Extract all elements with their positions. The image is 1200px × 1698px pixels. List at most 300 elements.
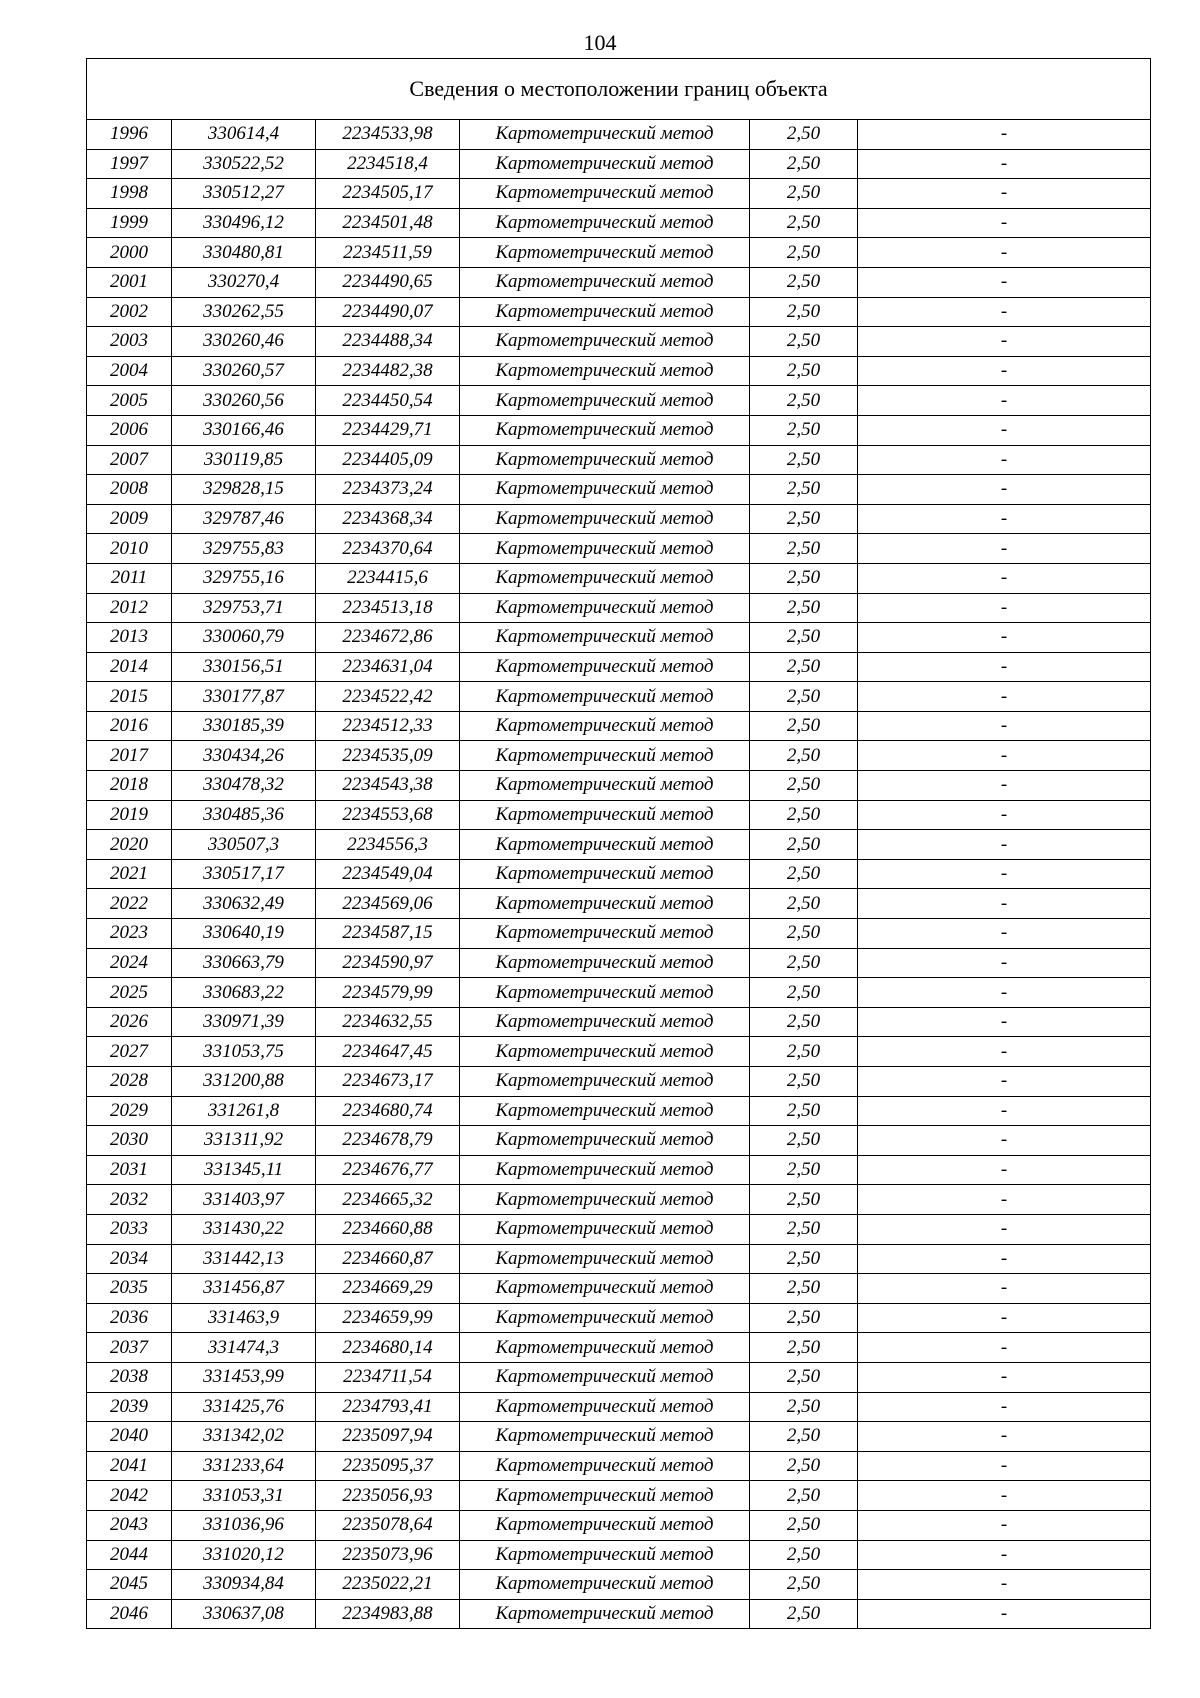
y-coordinate-cell: 2235078,64 [316,1510,460,1540]
accuracy-cell: 2,50 [750,919,858,949]
table-row [87,1333,1151,1363]
accuracy-cell: 2,50 [750,1067,858,1097]
description-cell: - [858,1451,1151,1481]
point-number-cell: 2020 [87,830,172,860]
point-number-cell: 2006 [87,415,172,445]
method-cell: Картометрический метод [460,1007,750,1037]
x-coordinate-cell: 330262,55 [172,297,316,327]
accuracy-cell: 2,50 [750,682,858,712]
y-coordinate-cell: 2234665,32 [316,1185,460,1215]
x-coordinate-cell: 331345,11 [172,1155,316,1185]
y-coordinate-cell: 2234373,24 [316,475,460,505]
accuracy-cell: 2,50 [750,859,858,889]
point-number-cell: 2045 [87,1570,172,1600]
accuracy-cell: 2,50 [750,800,858,830]
x-coordinate-cell: 330517,17 [172,859,316,889]
x-coordinate-cell: 330507,3 [172,830,316,860]
accuracy-cell: 2,50 [750,1333,858,1363]
table-row [87,238,1151,268]
accuracy-cell: 2,50 [750,1540,858,1570]
y-coordinate-cell: 2234518,4 [316,149,460,179]
y-coordinate-cell: 2234569,06 [316,889,460,919]
table-row [87,1599,1151,1629]
y-coordinate-cell: 2234543,38 [316,771,460,801]
method-cell: Картометрический метод [460,120,750,150]
method-cell: Картометрический метод [460,741,750,771]
method-cell: Картометрический метод [460,1214,750,1244]
point-number-cell: 2019 [87,800,172,830]
table-row [87,1185,1151,1215]
y-coordinate-cell: 2234488,34 [316,327,460,357]
x-coordinate-cell: 331020,12 [172,1540,316,1570]
description-cell: - [858,1244,1151,1274]
method-cell: Картометрический метод [460,1422,750,1452]
table-row [87,534,1151,564]
accuracy-cell: 2,50 [750,1185,858,1215]
accuracy-cell: 2,50 [750,534,858,564]
x-coordinate-cell: 330185,39 [172,711,316,741]
method-cell: Картометрический метод [460,711,750,741]
x-coordinate-cell: 331233,64 [172,1451,316,1481]
point-number-cell: 2035 [87,1274,172,1304]
point-number-cell: 2039 [87,1392,172,1422]
x-coordinate-cell: 330434,26 [172,741,316,771]
description-cell: - [858,238,1151,268]
method-cell: Картометрический метод [460,563,750,593]
point-number-cell: 2016 [87,711,172,741]
accuracy-cell: 2,50 [750,1274,858,1304]
method-cell: Картометрический метод [460,1274,750,1304]
accuracy-cell: 2,50 [750,1126,858,1156]
point-number-cell: 2041 [87,1451,172,1481]
x-coordinate-cell: 330166,46 [172,415,316,445]
method-cell: Картометрический метод [460,1599,750,1629]
x-coordinate-cell: 330260,56 [172,386,316,416]
method-cell: Картометрический метод [460,771,750,801]
point-number-cell: 2029 [87,1096,172,1126]
x-coordinate-cell: 330522,52 [172,149,316,179]
x-coordinate-cell: 330614,4 [172,120,316,150]
y-coordinate-cell: 2234793,41 [316,1392,460,1422]
description-cell: - [858,563,1151,593]
table-row [87,711,1151,741]
y-coordinate-cell: 2234587,15 [316,919,460,949]
description-cell: - [858,1422,1151,1452]
x-coordinate-cell: 331463,9 [172,1303,316,1333]
method-cell: Картометрический метод [460,652,750,682]
table-row [87,889,1151,919]
point-number-cell: 1997 [87,149,172,179]
x-coordinate-cell: 331425,76 [172,1392,316,1422]
x-coordinate-cell: 331261,8 [172,1096,316,1126]
x-coordinate-cell: 330177,87 [172,682,316,712]
point-number-cell: 2038 [87,1362,172,1392]
accuracy-cell: 2,50 [750,356,858,386]
table-row [87,1481,1151,1511]
y-coordinate-cell: 2234415,6 [316,563,460,593]
x-coordinate-cell: 329755,16 [172,563,316,593]
accuracy-cell: 2,50 [750,267,858,297]
y-coordinate-cell: 2235095,37 [316,1451,460,1481]
x-coordinate-cell: 330637,08 [172,1599,316,1629]
method-cell: Картометрический метод [460,297,750,327]
accuracy-cell: 2,50 [750,208,858,238]
description-cell: - [858,534,1151,564]
table-row [87,415,1151,445]
point-number-cell: 2015 [87,682,172,712]
point-number-cell: 2032 [87,1185,172,1215]
x-coordinate-cell: 331430,22 [172,1214,316,1244]
method-cell: Картометрический метод [460,1096,750,1126]
description-cell: - [858,208,1151,238]
description-cell: - [858,652,1151,682]
accuracy-cell: 2,50 [750,504,858,534]
description-cell: - [858,297,1151,327]
point-number-cell: 2033 [87,1214,172,1244]
x-coordinate-cell: 329753,71 [172,593,316,623]
y-coordinate-cell: 2234659,99 [316,1303,460,1333]
description-cell: - [858,149,1151,179]
description-cell: - [858,1067,1151,1097]
table-row [87,1362,1151,1392]
method-cell: Картометрический метод [460,859,750,889]
table-row [87,771,1151,801]
table-row [87,149,1151,179]
point-number-cell: 1998 [87,179,172,209]
point-number-cell: 2004 [87,356,172,386]
method-cell: Картометрический метод [460,179,750,209]
accuracy-cell: 2,50 [750,1155,858,1185]
method-cell: Картометрический метод [460,1540,750,1570]
point-number-cell: 2042 [87,1481,172,1511]
x-coordinate-cell: 329787,46 [172,504,316,534]
description-cell: - [858,741,1151,771]
description-cell: - [858,889,1151,919]
method-cell: Картометрический метод [460,504,750,534]
method-cell: Картометрический метод [460,534,750,564]
table-row [87,327,1151,357]
y-coordinate-cell: 2234632,55 [316,1007,460,1037]
description-cell: - [858,1185,1151,1215]
x-coordinate-cell: 330663,79 [172,948,316,978]
accuracy-cell: 2,50 [750,1244,858,1274]
y-coordinate-cell: 2234678,79 [316,1126,460,1156]
method-cell: Картометрический метод [460,1067,750,1097]
description-cell: - [858,327,1151,357]
accuracy-cell: 2,50 [750,386,858,416]
y-coordinate-cell: 2234590,97 [316,948,460,978]
accuracy-cell: 2,50 [750,593,858,623]
description-cell: - [858,1155,1151,1185]
method-cell: Картометрический метод [460,948,750,978]
accuracy-cell: 2,50 [750,1510,858,1540]
method-cell: Картометрический метод [460,1185,750,1215]
y-coordinate-cell: 2234522,42 [316,682,460,712]
table-row [87,504,1151,534]
method-cell: Картометрический метод [460,1303,750,1333]
table-row [87,208,1151,238]
x-coordinate-cell: 330156,51 [172,652,316,682]
point-number-cell: 2011 [87,563,172,593]
accuracy-cell: 2,50 [750,1599,858,1629]
y-coordinate-cell: 2234533,98 [316,120,460,150]
method-cell: Картометрический метод [460,978,750,1008]
x-coordinate-cell: 330270,4 [172,267,316,297]
x-coordinate-cell: 330485,36 [172,800,316,830]
method-cell: Картометрический метод [460,682,750,712]
accuracy-cell: 2,50 [750,1214,858,1244]
point-number-cell: 2017 [87,741,172,771]
method-cell: Картометрический метод [460,445,750,475]
description-cell: - [858,948,1151,978]
accuracy-cell: 2,50 [750,652,858,682]
accuracy-cell: 2,50 [750,623,858,653]
accuracy-cell: 2,50 [750,415,858,445]
description-cell: - [858,978,1151,1008]
table-row [87,1392,1151,1422]
accuracy-cell: 2,50 [750,238,858,268]
y-coordinate-cell: 2234535,09 [316,741,460,771]
table-row [87,1096,1151,1126]
table-row [87,445,1151,475]
description-cell: - [858,386,1151,416]
description-cell: - [858,919,1151,949]
method-cell: Картометрический метод [460,1451,750,1481]
accuracy-cell: 2,50 [750,179,858,209]
method-cell: Картометрический метод [460,208,750,238]
description-cell: - [858,1303,1151,1333]
description-cell: - [858,267,1151,297]
y-coordinate-cell: 2234513,18 [316,593,460,623]
point-number-cell: 1996 [87,120,172,150]
x-coordinate-cell: 329755,83 [172,534,316,564]
point-number-cell: 2009 [87,504,172,534]
point-number-cell: 1999 [87,208,172,238]
point-number-cell: 2040 [87,1422,172,1452]
y-coordinate-cell: 2234556,3 [316,830,460,860]
x-coordinate-cell: 330480,81 [172,238,316,268]
point-number-cell: 2001 [87,267,172,297]
description-cell: - [858,445,1151,475]
point-number-cell: 2008 [87,475,172,505]
method-cell: Картометрический метод [460,623,750,653]
table-row [87,386,1151,416]
y-coordinate-cell: 2234490,07 [316,297,460,327]
description-cell: - [858,593,1151,623]
point-number-cell: 2025 [87,978,172,1008]
y-coordinate-cell: 2234370,64 [316,534,460,564]
y-coordinate-cell: 2234711,54 [316,1362,460,1392]
x-coordinate-cell: 331036,96 [172,1510,316,1540]
accuracy-cell: 2,50 [750,1303,858,1333]
point-number-cell: 2030 [87,1126,172,1156]
method-cell: Картометрический метод [460,267,750,297]
y-coordinate-cell: 2234429,71 [316,415,460,445]
description-cell: - [858,1510,1151,1540]
x-coordinate-cell: 330478,32 [172,771,316,801]
point-number-cell: 2007 [87,445,172,475]
y-coordinate-cell: 2234501,48 [316,208,460,238]
y-coordinate-cell: 2234450,54 [316,386,460,416]
accuracy-cell: 2,50 [750,1362,858,1392]
accuracy-cell: 2,50 [750,563,858,593]
table-row [87,919,1151,949]
accuracy-cell: 2,50 [750,1570,858,1600]
y-coordinate-cell: 2235022,21 [316,1570,460,1600]
table-row [87,1540,1151,1570]
point-number-cell: 2003 [87,327,172,357]
table-row [87,1007,1151,1037]
table-row [87,741,1151,771]
point-number-cell: 2026 [87,1007,172,1037]
point-number-cell: 2044 [87,1540,172,1570]
description-cell: - [858,415,1151,445]
x-coordinate-cell: 330260,57 [172,356,316,386]
table-row [87,356,1151,386]
method-cell: Картометрический метод [460,356,750,386]
y-coordinate-cell: 2235097,94 [316,1422,460,1452]
y-coordinate-cell: 2234680,14 [316,1333,460,1363]
x-coordinate-cell: 330934,84 [172,1570,316,1600]
method-cell: Картометрический метод [460,415,750,445]
y-coordinate-cell: 2235056,93 [316,1481,460,1511]
description-cell: - [858,1392,1151,1422]
table-row [87,948,1151,978]
table-row [87,563,1151,593]
accuracy-cell: 2,50 [750,475,858,505]
method-cell: Картометрический метод [460,889,750,919]
method-cell: Картометрический метод [460,1362,750,1392]
x-coordinate-cell: 330632,49 [172,889,316,919]
y-coordinate-cell: 2234647,45 [316,1037,460,1067]
table-row [87,593,1151,623]
x-coordinate-cell: 331200,88 [172,1067,316,1097]
method-cell: Картометрический метод [460,800,750,830]
description-cell: - [858,800,1151,830]
y-coordinate-cell: 2234505,17 [316,179,460,209]
description-cell: - [858,1362,1151,1392]
point-number-cell: 2046 [87,1599,172,1629]
description-cell: - [858,1540,1151,1570]
x-coordinate-cell: 330060,79 [172,623,316,653]
description-cell: - [858,1333,1151,1363]
y-coordinate-cell: 2234549,04 [316,859,460,889]
table-row [87,623,1151,653]
accuracy-cell: 2,50 [750,771,858,801]
point-number-cell: 2036 [87,1303,172,1333]
y-coordinate-cell: 2234490,65 [316,267,460,297]
y-coordinate-cell: 2234511,59 [316,238,460,268]
x-coordinate-cell: 330683,22 [172,978,316,1008]
y-coordinate-cell: 2234669,29 [316,1274,460,1304]
x-coordinate-cell: 331053,75 [172,1037,316,1067]
y-coordinate-cell: 2234512,33 [316,711,460,741]
x-coordinate-cell: 331342,02 [172,1422,316,1452]
point-number-cell: 2010 [87,534,172,564]
table-row [87,859,1151,889]
point-number-cell: 2037 [87,1333,172,1363]
page-number: 104 [583,30,617,55]
table-row [87,1510,1151,1540]
table-row [87,1570,1151,1600]
y-coordinate-cell: 2234579,99 [316,978,460,1008]
y-coordinate-cell: 2234405,09 [316,445,460,475]
table-row [87,475,1151,505]
y-coordinate-cell: 2234482,38 [316,356,460,386]
x-coordinate-cell: 331474,3 [172,1333,316,1363]
method-cell: Картометрический метод [460,1570,750,1600]
method-cell: Картометрический метод [460,386,750,416]
description-cell: - [858,1570,1151,1600]
y-coordinate-cell: 2234676,77 [316,1155,460,1185]
table-row [87,1274,1151,1304]
accuracy-cell: 2,50 [750,1451,858,1481]
point-number-cell: 2031 [87,1155,172,1185]
description-cell: - [858,356,1151,386]
y-coordinate-cell: 2234553,68 [316,800,460,830]
method-cell: Картометрический метод [460,1481,750,1511]
description-cell: - [858,1599,1151,1629]
method-cell: Картометрический метод [460,1510,750,1540]
x-coordinate-cell: 331456,87 [172,1274,316,1304]
accuracy-cell: 2,50 [750,149,858,179]
table-row [87,297,1151,327]
point-number-cell: 2002 [87,297,172,327]
table-row [87,1422,1151,1452]
point-number-cell: 2012 [87,593,172,623]
y-coordinate-cell: 2234672,86 [316,623,460,653]
accuracy-cell: 2,50 [750,1392,858,1422]
x-coordinate-cell: 330496,12 [172,208,316,238]
x-coordinate-cell: 331311,92 [172,1126,316,1156]
description-cell: - [858,1274,1151,1304]
description-cell: - [858,1214,1151,1244]
y-coordinate-cell: 2234368,34 [316,504,460,534]
table-row [87,1126,1151,1156]
x-coordinate-cell: 330512,27 [172,179,316,209]
method-cell: Картометрический метод [460,1392,750,1422]
x-coordinate-cell: 331053,31 [172,1481,316,1511]
accuracy-cell: 2,50 [750,711,858,741]
description-cell: - [858,830,1151,860]
description-cell: - [858,1096,1151,1126]
accuracy-cell: 2,50 [750,297,858,327]
x-coordinate-cell: 331442,13 [172,1244,316,1274]
description-cell: - [858,1037,1151,1067]
x-coordinate-cell: 330119,85 [172,445,316,475]
table-row [87,179,1151,209]
accuracy-cell: 2,50 [750,445,858,475]
table-row [87,1067,1151,1097]
description-cell: - [858,859,1151,889]
table-row [87,1451,1151,1481]
y-coordinate-cell: 2234631,04 [316,652,460,682]
accuracy-cell: 2,50 [750,978,858,1008]
x-coordinate-cell: 331453,99 [172,1362,316,1392]
accuracy-cell: 2,50 [750,327,858,357]
x-coordinate-cell: 330640,19 [172,919,316,949]
description-cell: - [858,623,1151,653]
table-row [87,800,1151,830]
accuracy-cell: 2,50 [750,1037,858,1067]
point-number-cell: 2028 [87,1067,172,1097]
x-coordinate-cell: 330971,39 [172,1007,316,1037]
description-cell: - [858,1126,1151,1156]
point-number-cell: 2023 [87,919,172,949]
method-cell: Картометрический метод [460,919,750,949]
point-number-cell: 2005 [87,386,172,416]
description-cell: - [858,1481,1151,1511]
